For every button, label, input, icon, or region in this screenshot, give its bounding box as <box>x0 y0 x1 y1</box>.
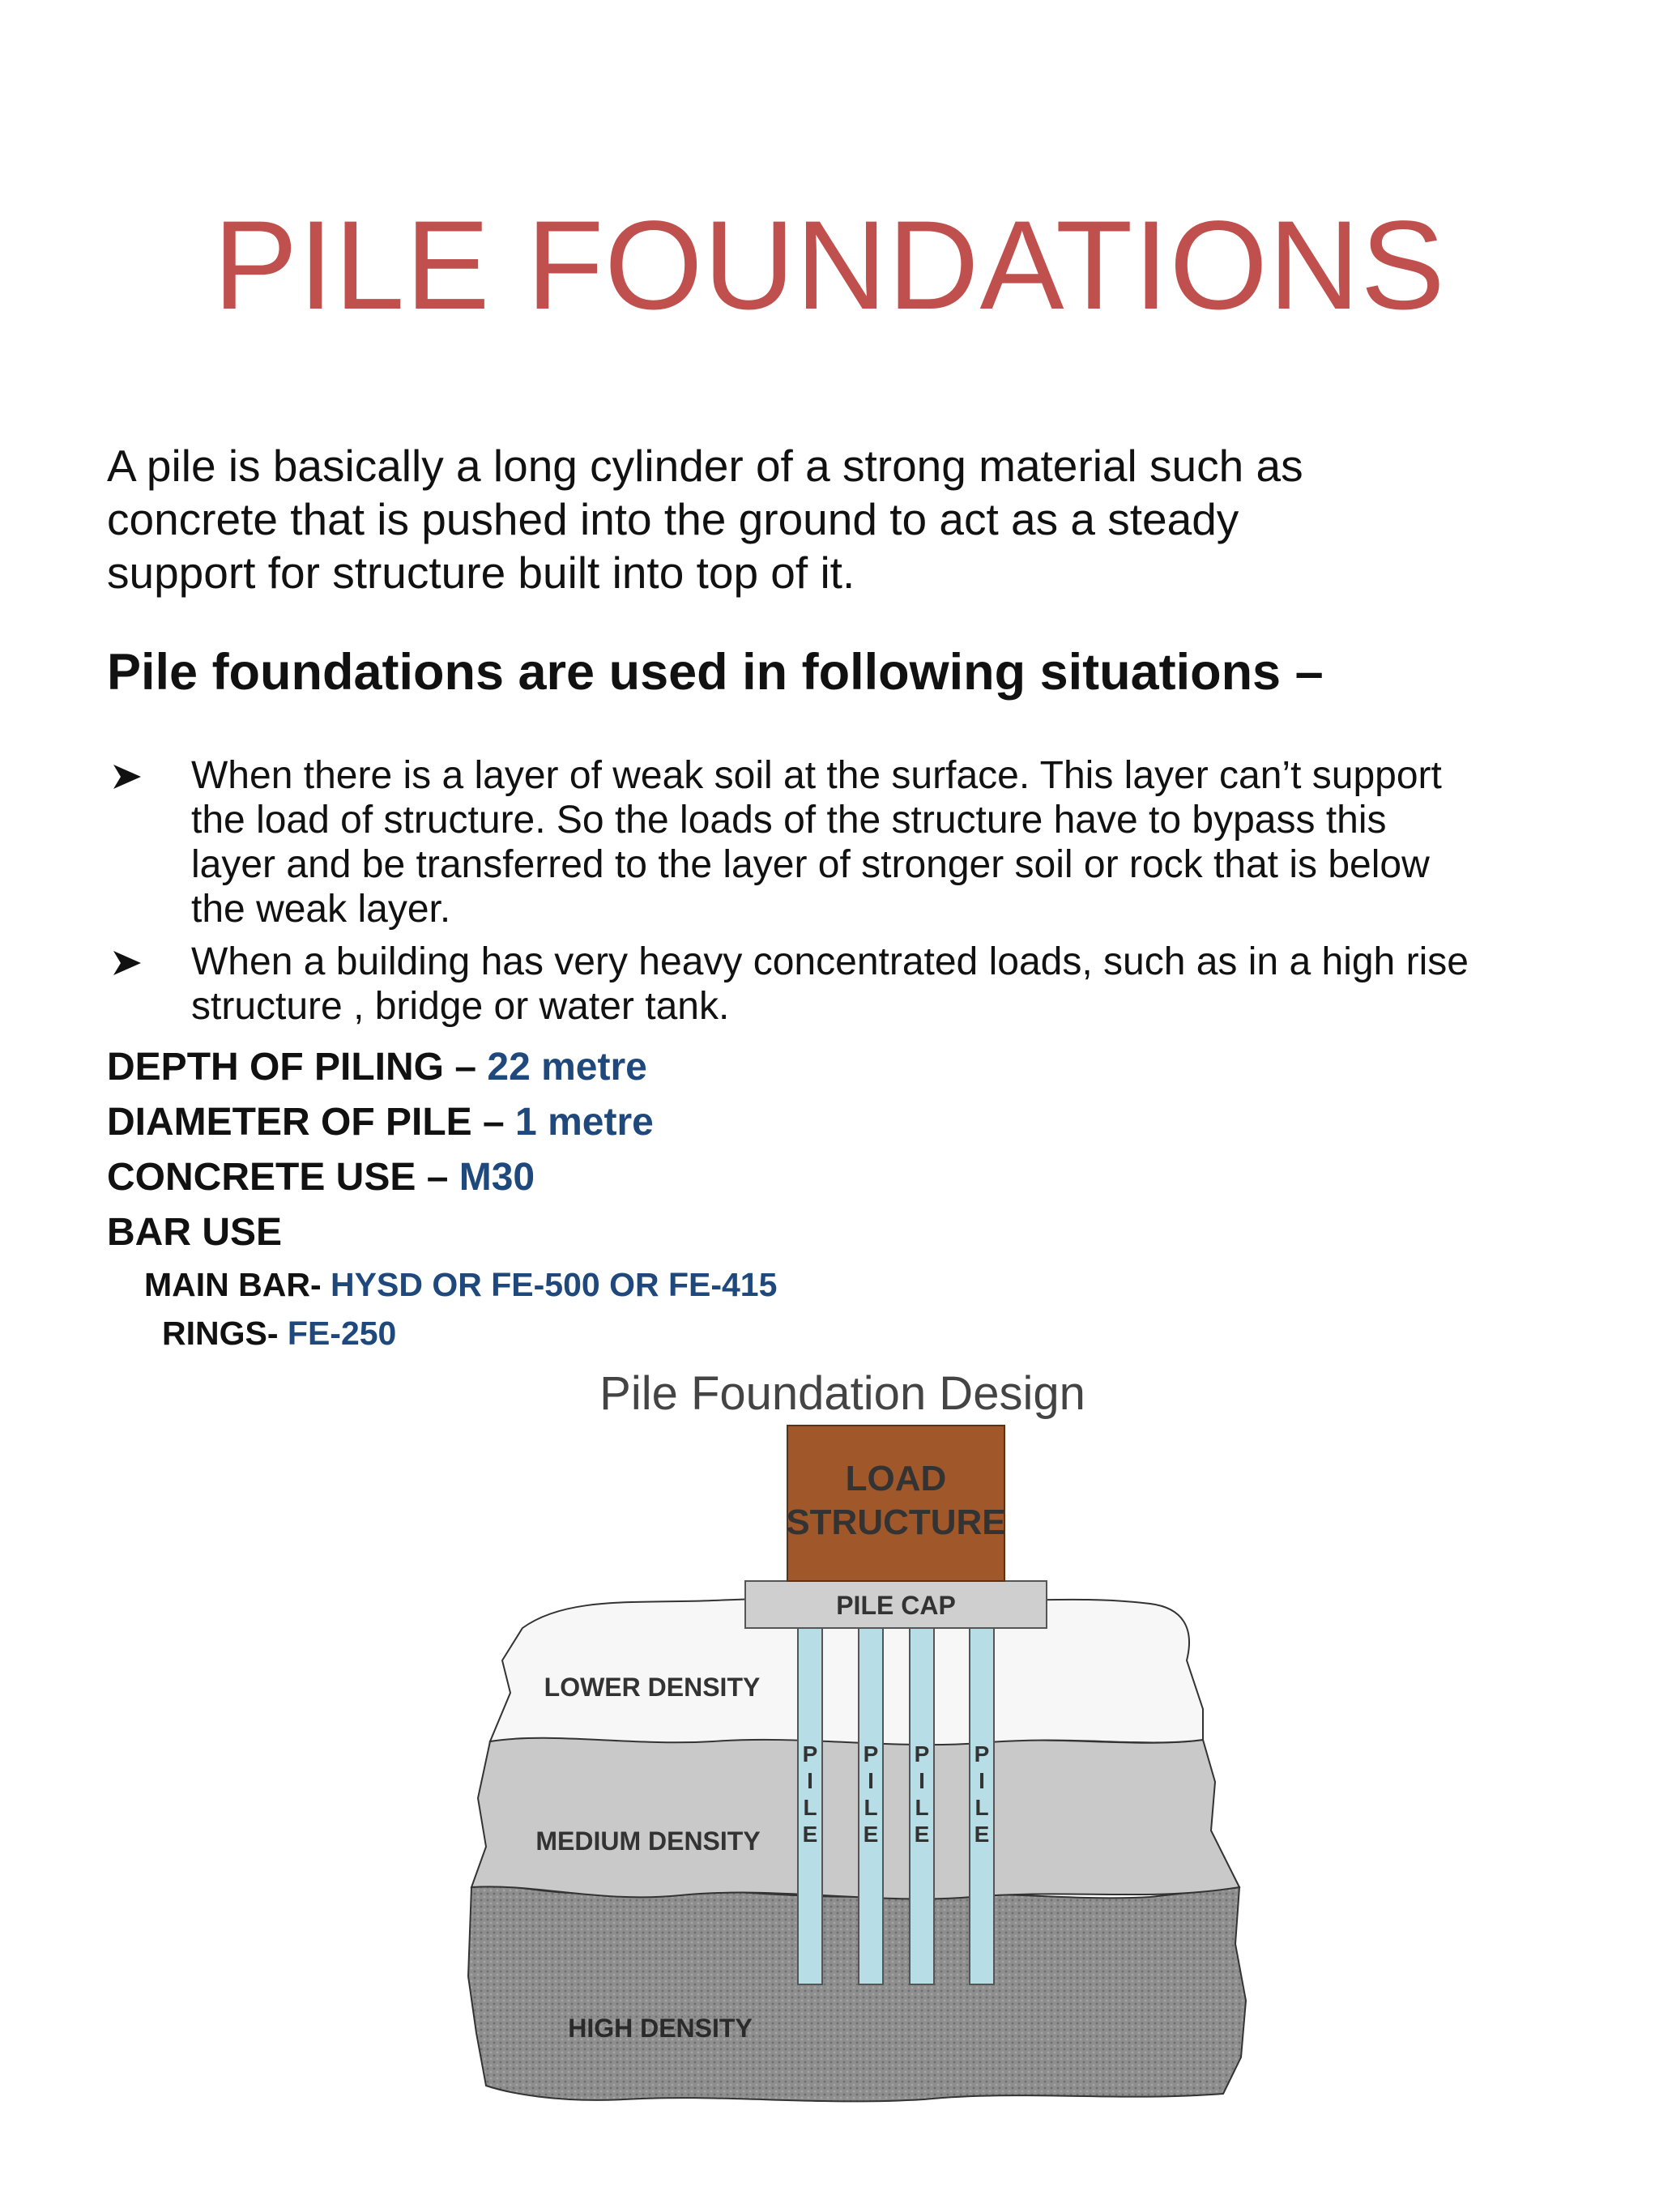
intro-line: support for structure built into top of it. <box>107 548 855 598</box>
spec-rings-label: RINGS- <box>162 1315 288 1352</box>
spec-rings-value: FE-250 <box>287 1315 397 1352</box>
list-item-line: When a building has very heavy concentrated loads, such as in a high rise <box>191 940 1469 983</box>
pile-letter: I <box>868 1768 874 1793</box>
spec-main-bar <box>144 1264 777 1306</box>
list-item <box>107 753 1630 931</box>
spec-diameter-value: 1 metre <box>515 1101 654 1144</box>
pile-letter: P <box>914 1741 930 1767</box>
pile-cap-label: PILE CAP <box>836 1591 956 1620</box>
pile-letter: E <box>974 1822 990 1847</box>
pile-letter: I <box>979 1768 985 1793</box>
spec-main-bar-value: HYSD OR FE-500 OR FE-415 <box>331 1266 778 1303</box>
list-item-line: When there is a layer of weak soil at the surface. This layer can’t support <box>191 754 1442 797</box>
page-title: PILE FOUNDATIONS <box>213 195 1446 336</box>
list-item-line: layer and be transferred to the layer of stronger soil or rock that is below <box>191 843 1430 886</box>
spec-depth-label: DEPTH OF PILING – <box>107 1046 488 1089</box>
pile-letter: L <box>864 1795 878 1820</box>
intro-line: A pile is basically a long cylinder of a strong material such as <box>107 441 1303 491</box>
pile-letter: E <box>802 1822 818 1847</box>
pile-letter: I <box>807 1768 813 1793</box>
spec-depth <box>107 1043 647 1092</box>
intro-paragraph <box>107 439 1614 599</box>
pile-foundation-diagram <box>454 1361 1264 2122</box>
spec-concrete <box>107 1153 535 1202</box>
spec-bar-use: BAR USE <box>107 1211 283 1254</box>
pile-letter: I <box>919 1768 925 1793</box>
spec-diameter-label: DIAMETER OF PILE – <box>107 1101 516 1144</box>
pile-letter: E <box>914 1822 930 1847</box>
spec-rings <box>162 1312 396 1354</box>
high-density-label: HIGH DENSITY <box>568 2014 753 2043</box>
list-item-line: structure , bridge or water tank. <box>191 985 730 1028</box>
spec-concrete-value: M30 <box>458 1156 535 1199</box>
spec-diameter <box>107 1098 654 1147</box>
load-label: LOAD <box>845 1459 947 1498</box>
situations-heading: Pile foundations are used in following situations – <box>107 644 1324 701</box>
arrow-bullet-icon <box>113 765 141 789</box>
medium-density-layer <box>471 1737 1239 1899</box>
pile-letter: E <box>863 1822 879 1847</box>
situations-list <box>107 753 1630 1037</box>
pile-letter: P <box>863 1741 879 1767</box>
pile-foundation-illustration <box>454 1361 1264 2122</box>
medium-density-label: MEDIUM DENSITY <box>535 1826 761 1856</box>
spec-depth-value: 22 metre <box>487 1046 647 1089</box>
spec-main-bar-label: MAIN BAR- <box>144 1266 331 1303</box>
list-item <box>107 940 1630 1029</box>
arrow-bullet-icon <box>113 951 141 975</box>
structure-label: STRUCTURE <box>786 1502 1006 1542</box>
diagram-title: Pile Foundation Design <box>599 1367 1085 1420</box>
pile-letter: L <box>803 1795 817 1820</box>
intro-line: concrete that is pushed into the ground to act as a steady <box>107 494 1239 544</box>
pile-letter: L <box>915 1795 929 1820</box>
spec-concrete-label: CONCRETE USE – <box>107 1156 459 1199</box>
pile-letter: P <box>802 1741 818 1767</box>
pile-letter: P <box>974 1741 990 1767</box>
high-density-layer <box>468 1886 1246 2102</box>
list-item-line: the load of structure. So the loads of the structure have to bypass this <box>191 799 1387 842</box>
pile-letter: L <box>975 1795 989 1820</box>
lower-density-label: LOWER DENSITY <box>544 1673 761 1702</box>
list-item-line: the weak layer. <box>191 888 451 931</box>
